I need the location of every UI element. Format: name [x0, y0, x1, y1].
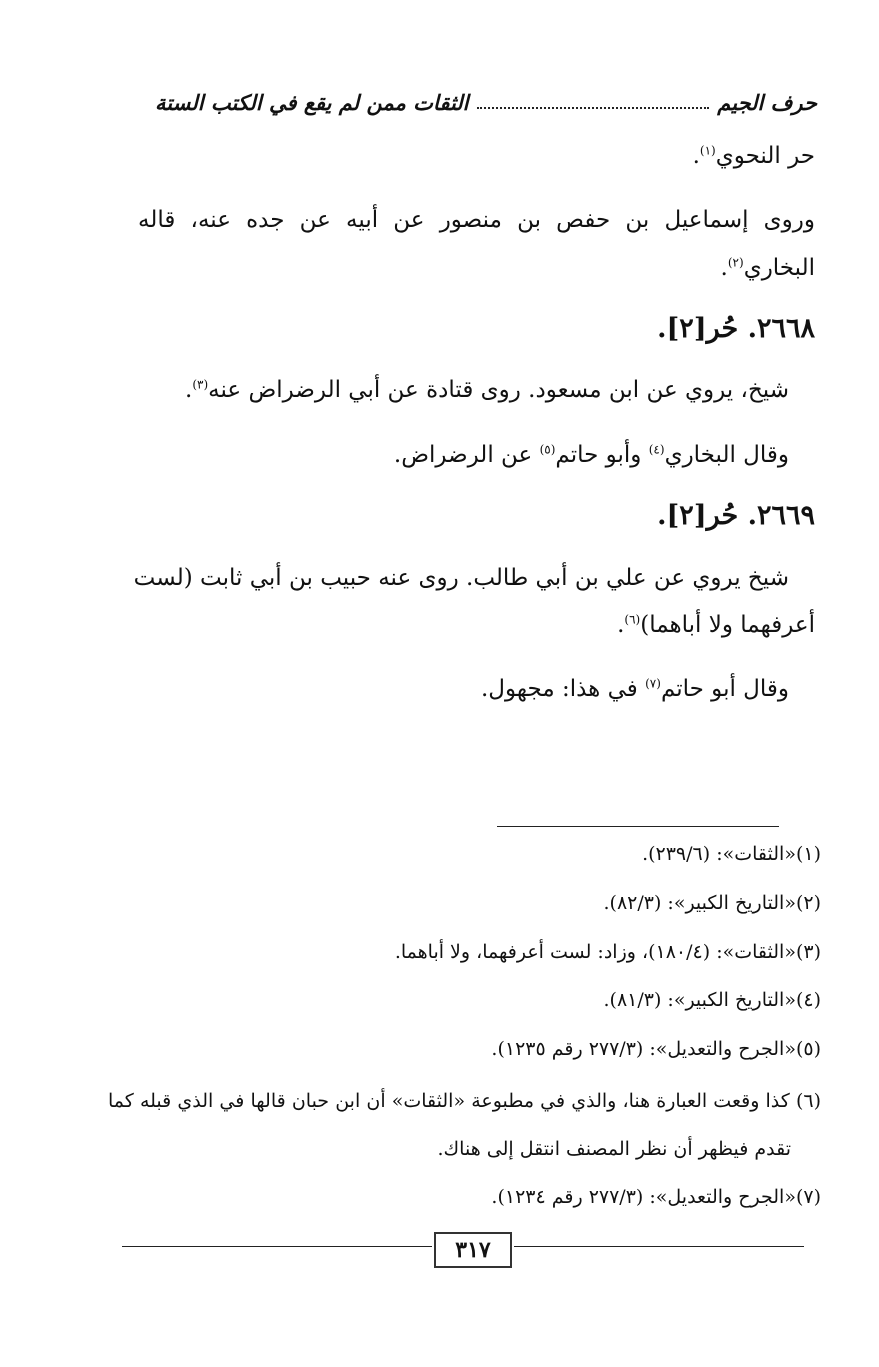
footnote-ref[interactable]: (٥) [539, 442, 556, 457]
footnote-ref[interactable]: (٤) [648, 442, 665, 457]
footnote-ref[interactable]: (٦) [624, 612, 641, 627]
footnote-4: (٤)«التاريخ الكبير»: (٨١/٣). [603, 989, 821, 1011]
footnote-separator [497, 826, 779, 827]
body-line: وروى إسماعيل بن حفص بن منصور عن أبيه عن جده عنه، قاله [138, 207, 815, 233]
header-book-title: الثقات ممن لم يقع في الكتب الستة [155, 89, 469, 115]
footnote-ref[interactable]: (٢) [727, 255, 744, 270]
entry-heading: ٢٦٦٩. حُر[٢]. [657, 500, 815, 531]
page-number-rule-right [514, 1246, 804, 1247]
body-line: وقال البخاري$^{(٤)}$ وأبو حاتم$^{(٥)}$ عن الرضراض. [393, 442, 789, 468]
footnote-5: (٥)«الجرح والتعديل»: (٢٧٧/٣ رقم ١٢٣٥). [491, 1038, 821, 1060]
body-line: أعرفهما ولا أباهما)$^{(٦)}$. [617, 612, 815, 638]
body-line: البخاري$^{(٢)}$. [720, 255, 815, 281]
header-chapter: حرف الجيم [717, 89, 817, 115]
body-line: شيخ، يروي عن ابن مسعود. روى قتادة عن أبي الرضراض عنه$^{(٣)}$. [185, 377, 789, 403]
header-dot-leader [477, 95, 710, 109]
footnote-2: (٢)«التاريخ الكبير»: (٨٢/٣). [603, 892, 821, 914]
running-header [155, 84, 817, 120]
footnote-7: (٧)«الجرح والتعديل»: (٢٧٧/٣ رقم ١٢٣٤). [491, 1186, 821, 1208]
body-line: حر النحوي$^{(١)}$. [692, 143, 815, 169]
page-number: ٣١٧ [434, 1232, 512, 1268]
footnote-3: (٣)«الثقات»: (١٨٠/٤)، وزاد: لست أعرفهما، ولا أباهما. [394, 941, 821, 963]
entry-heading: ٢٦٦٨. حُر[٢]. [657, 313, 815, 344]
footnote-6: (٦) كذا وقعت العبارة هنا، والذي في مطبوعة «الثقات» أن ابن حبان قالها في الذي قبله كما [108, 1090, 821, 1112]
footnote-ref[interactable]: (٧) [645, 676, 661, 691]
footnote-ref[interactable]: (١) [699, 143, 716, 158]
footnote-6-continued: تقدم فيظهر أن نظر المصنف انتقل إلى هناك. [437, 1138, 791, 1160]
footnote-ref[interactable]: (٣) [192, 377, 209, 392]
page-number-rule-left [122, 1246, 432, 1247]
body-line: وقال أبو حاتم$^{(٧)}$ في هذا: مجهول. [480, 676, 789, 702]
body-line: شيخ يروي عن علي بن أبي طالب. روى عنه حبيب بن أبي ثابت (لست [133, 565, 789, 591]
footnote-1: (١)«الثقات»: (٢٣٩/٦). [642, 843, 821, 865]
